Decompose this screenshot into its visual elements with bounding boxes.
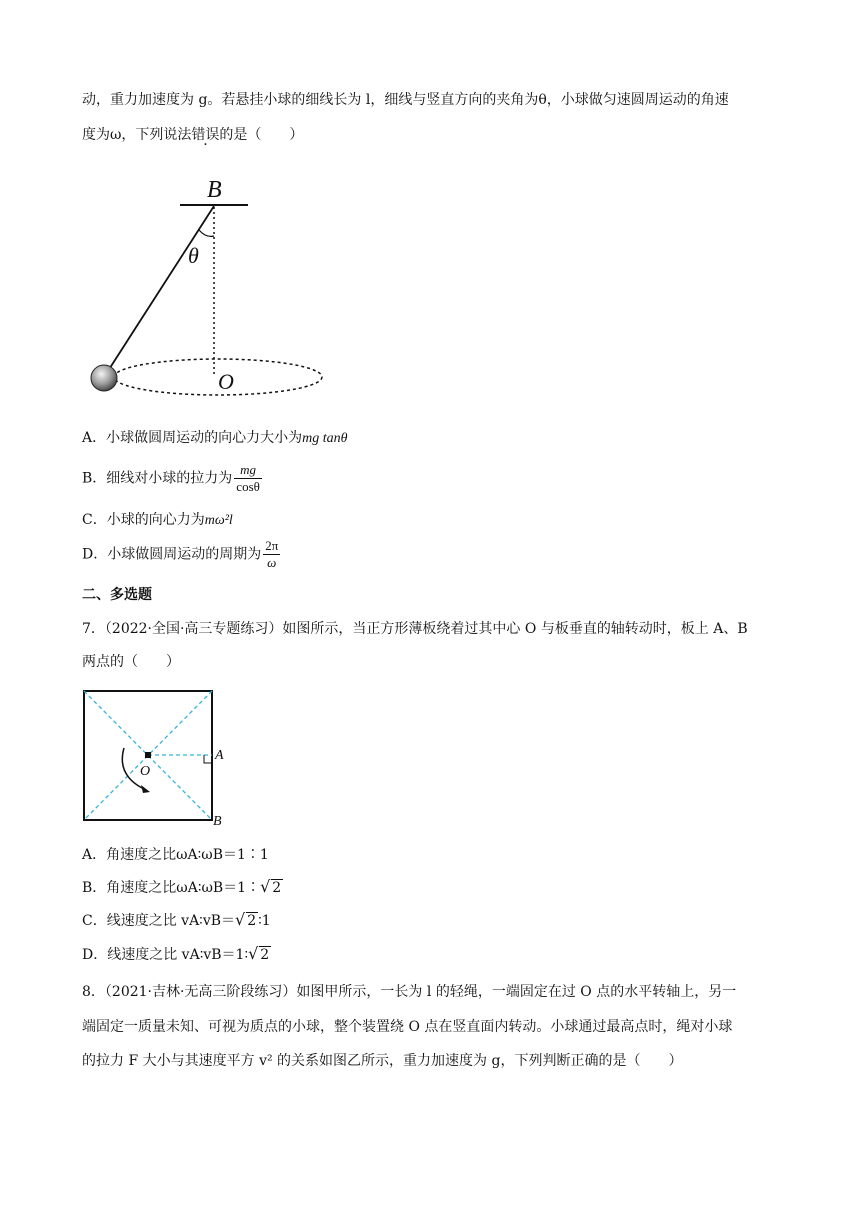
fraction: $\frac{2\pi}{\omega}$ xyxy=(265,538,279,570)
center-point xyxy=(145,752,151,758)
q6-option-B: B．细线对小球的拉力为 $\frac{mg}{\cos\theta}$ xyxy=(82,462,260,494)
q6-option-D: D．小球做圆周运动的周期为 $\frac{2\pi}{\omega}$ xyxy=(82,538,279,570)
q8-stem-line3: 的拉力 F 大小与其速度平方 v² 的关系如图乙所示，重力加速度为 g，下列判断正确的是（ ） xyxy=(82,1053,683,1069)
sqrt-symbol: √ xyxy=(248,944,259,963)
sqrt-symbol: √ xyxy=(235,910,246,929)
q7-stem-line2: 两点的（ ） xyxy=(82,654,180,670)
conical-pendulum-figure xyxy=(80,170,340,400)
q8-stem-line2: 端固定一质量未知、可视为质点的小球，整个装置绕 O 点在竖直面内转动。小球通过最高点时，绳对小球 xyxy=(82,1019,733,1035)
square-plate-figure xyxy=(80,688,230,828)
label-A: A xyxy=(215,748,224,763)
sqrt-symbol: √ xyxy=(260,877,271,896)
ball xyxy=(91,365,117,391)
q6-option-A: A．小球做圆周运动的向心力大小为mg tanθ xyxy=(82,430,348,446)
arrow-head xyxy=(141,785,150,793)
emphasis-word: 错误 xyxy=(191,127,220,143)
section-heading: 二、多选题 xyxy=(82,587,152,603)
q7-option-D: D．线速度之比 vA∶vB＝1∶√ 2 xyxy=(82,944,270,963)
q7-option-A: A．角速度之比ωA∶ωB＝1∶1 xyxy=(82,847,269,863)
right-angle-mark xyxy=(204,755,212,763)
q7-stem-line1: 7．（2022·全国·高三专题练习）如图所示，当正方形薄板绕着过其中心 O 与板垂直的轴转动时，板上 A、B xyxy=(82,621,748,637)
label-O: O xyxy=(140,764,151,779)
q6-stem-line1: 动，重力加速度为 g。若悬挂小球的细线长为 l，细线与竖直方向的夹角为θ，小球做匀速圆周运动的角速 xyxy=(82,92,729,108)
q6-stem-line2: 度为ω，下列说法错误的是（ ） xyxy=(82,127,304,143)
label-B: B xyxy=(207,177,222,203)
fraction: $\frac{mg}{\cos\theta}$ xyxy=(236,462,260,494)
theta-arc xyxy=(199,230,214,236)
q7-option-C: C．线速度之比 vA∶vB＝√ 2 ∶1 xyxy=(82,910,271,929)
q7-option-B: B．角速度之比ωA∶ωB＝1∶√ 2 xyxy=(82,877,282,896)
label-theta: θ xyxy=(188,243,199,268)
q6-option-C: C．小球的向心力为mω²l xyxy=(82,512,233,528)
string xyxy=(106,206,214,374)
label-B: B xyxy=(213,814,222,828)
q8-stem-line1: 8．（2021·吉林·无高三阶段练习）如图甲所示，一长为 l 的轻绳，一端固定在过 O 点的水平转轴上，另一 xyxy=(82,984,737,1000)
label-O: O xyxy=(218,369,234,394)
